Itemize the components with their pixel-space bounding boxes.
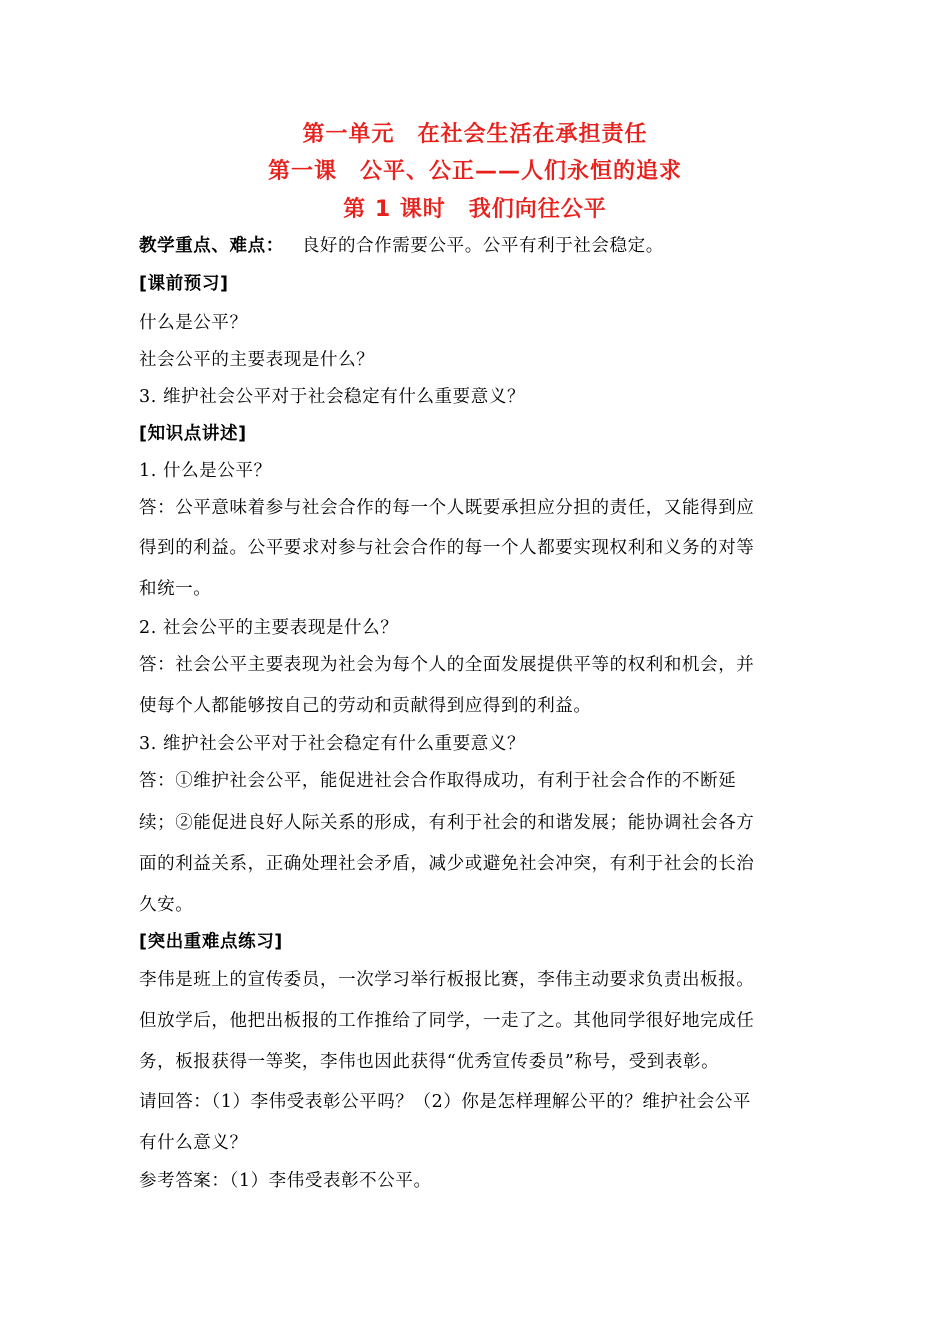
lesson-title: 第一课 公平、公正——人们永恒的追求	[267, 159, 682, 184]
preview-question-1: 什么是公平？	[139, 313, 248, 333]
preview-question-2: 社会公平的主要表现是什么？	[139, 350, 375, 370]
answer-3-line-3: 面的利益关系，正确处理社会矛盾，减少或避免社会冲突，有利于社会的长治	[139, 854, 755, 874]
knowledge-header: [知识点讲述]	[139, 424, 247, 444]
answer-1-line-2: 得到的利益。公平要求对参与社会合作的每一个人都要实现权利和义务的对等	[139, 538, 755, 558]
answer-1-line-3: 和统一。	[139, 579, 212, 599]
knowledge-question-3: 3. 维护社会公平对于社会稳定有什么重要意义？	[139, 734, 526, 754]
knowledge-question-2: 2. 社会公平的主要表现是什么？	[139, 618, 399, 638]
period-title: 第 1 课时 我们向往公平	[343, 197, 607, 222]
answer-3-line-2: 续；②能促进良好人际关系的形成，有利于社会的和谐发展；能协调社会各方	[139, 813, 755, 833]
answer-1-line-1: 答：公平意味着参与社会合作的每一个人既要承担应分担的责任，又能得到应	[139, 498, 755, 518]
practice-paragraph-line-2: 但放学后，他把出板报的工作推给了同学，一走了之。其他同学很好地完成任	[139, 1011, 755, 1031]
answer-2-line-1: 答：社会公平主要表现为社会为每个人的全面发展提供平等的权利和机会，并	[139, 655, 755, 675]
practice-question-line-1: 请回答：（1）李伟受表彰公平吗？（2）你是怎样理解公平的？维护社会公平	[139, 1092, 752, 1112]
answer-3-line-4: 久安。	[139, 895, 194, 915]
preview-question-3: 3. 维护社会公平对于社会稳定有什么重要意义？	[139, 387, 526, 407]
reference-answer: 参考答案：（1）李伟受表彰不公平。	[139, 1171, 432, 1191]
practice-paragraph-line-1: 李伟是班上的宣传委员，一次学习举行板报比赛，李伟主动要求负责出板报。	[139, 970, 755, 990]
key-points-label: 教学重点、难点：	[139, 236, 284, 256]
key-points-text: 良好的合作需要公平。公平有利于社会稳定。	[301, 236, 664, 256]
practice-header: [突出重难点练习]	[139, 932, 283, 952]
preview-header: [课前预习]	[139, 274, 229, 294]
practice-question-line-2: 有什么意义？	[139, 1133, 248, 1153]
practice-paragraph-line-3: 务，板报获得一等奖，李伟也因此获得“优秀宣传委员”称号，受到表彰。	[139, 1052, 720, 1072]
unit-title: 第一单元 在社会生活在承担责任	[302, 122, 648, 147]
key-points	[139, 233, 799, 259]
answer-3-line-1: 答：①维护社会公平，能促进社会合作取得成功，有利于社会合作的不断延	[139, 771, 737, 791]
answer-2-line-2: 使每个人都能够按自己的劳动和贡献得到应得到的利益。	[139, 696, 592, 716]
knowledge-question-1: 1. 什么是公平？	[139, 461, 272, 481]
